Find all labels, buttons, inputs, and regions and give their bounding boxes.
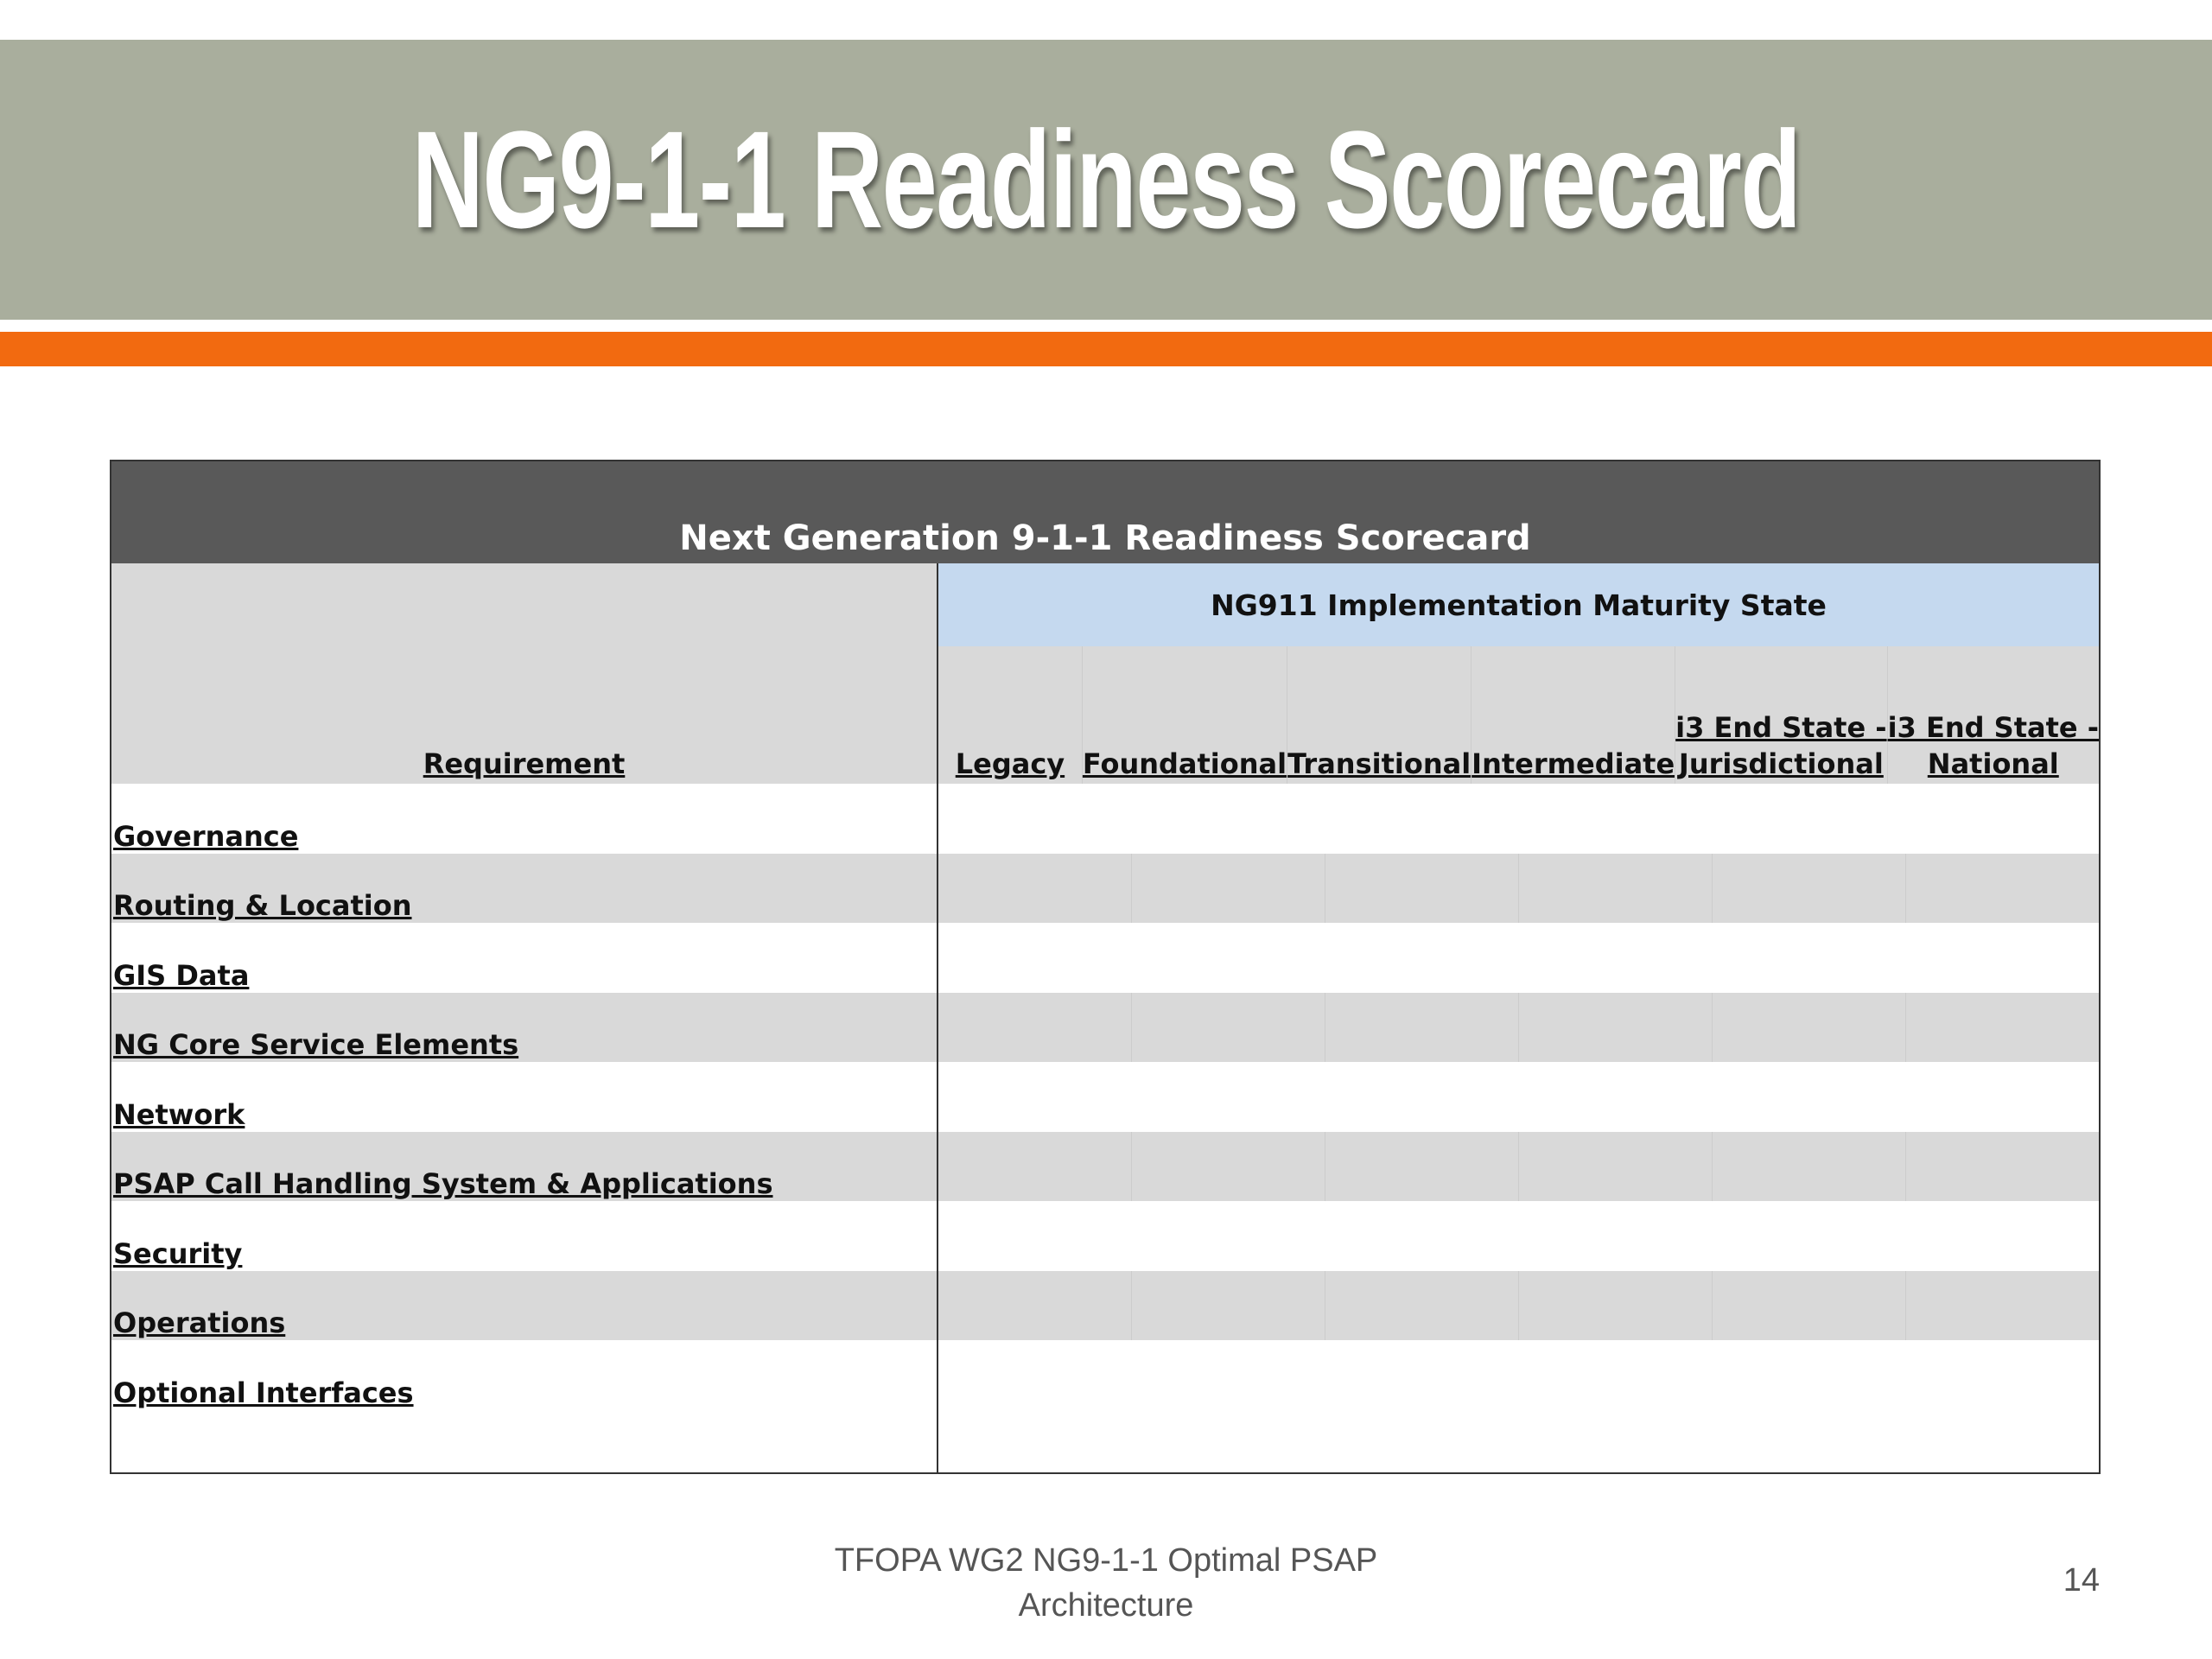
score-cell bbox=[1131, 1340, 1325, 1410]
score-cell bbox=[938, 1062, 1131, 1132]
row-label: Governance bbox=[113, 819, 299, 853]
score-cell bbox=[1712, 923, 1905, 993]
slide-number: 14 bbox=[2063, 1562, 2100, 1599]
column-header-line1: Intermediate bbox=[1471, 747, 1675, 780]
column-header bbox=[1887, 646, 2099, 784]
table-row bbox=[111, 784, 2099, 854]
score-cell bbox=[1131, 1132, 1325, 1202]
row-cells bbox=[938, 1132, 2099, 1202]
footer-text: TFOPA WG2 NG9-1-1 Optimal PSAP Architecture bbox=[834, 1542, 1378, 1624]
table-row bbox=[111, 1271, 2099, 1341]
score-cell bbox=[1131, 993, 1325, 1063]
maturity-columns bbox=[938, 646, 2099, 784]
score-cell bbox=[1905, 1271, 2099, 1341]
slide-title: NG9-1-1 Readiness Scorecard bbox=[411, 102, 1801, 257]
requirement-header-cell bbox=[111, 563, 937, 784]
score-cell bbox=[938, 923, 1131, 993]
column-header bbox=[1287, 646, 1471, 784]
score-cell bbox=[1518, 784, 1712, 854]
scorecard-table bbox=[110, 460, 2101, 1474]
column-header bbox=[938, 646, 1082, 784]
score-cell bbox=[1325, 1132, 1518, 1202]
row-cells bbox=[938, 1062, 2099, 1132]
row-label: Security bbox=[113, 1236, 243, 1270]
row-label: Optional Interfaces bbox=[113, 1376, 414, 1409]
column-header-line2: Jurisdictional bbox=[1678, 747, 1884, 780]
row-cells bbox=[938, 1201, 2099, 1271]
score-cell bbox=[1325, 1062, 1518, 1132]
table-row bbox=[111, 1062, 2099, 1132]
table-row bbox=[111, 854, 2099, 924]
score-cell bbox=[938, 784, 1131, 854]
score-cell bbox=[1518, 1340, 1712, 1410]
table-row bbox=[111, 993, 2099, 1063]
score-cell bbox=[1325, 1340, 1518, 1410]
score-cell bbox=[1325, 1271, 1518, 1341]
requirement-header: Requirement bbox=[423, 747, 626, 780]
column-divider bbox=[937, 563, 938, 1474]
column-header bbox=[1675, 646, 1886, 784]
row-label: PSAP Call Handling System & Applications bbox=[113, 1167, 773, 1200]
score-cell bbox=[1905, 784, 2099, 854]
column-header-line1: Legacy bbox=[955, 747, 1065, 780]
score-cell bbox=[1905, 1062, 2099, 1132]
accent-bar bbox=[0, 332, 2212, 366]
score-cell bbox=[938, 1271, 1131, 1341]
score-cell bbox=[1518, 1062, 1712, 1132]
score-cell bbox=[938, 854, 1131, 924]
row-label: NG Core Service Elements bbox=[113, 1028, 519, 1061]
score-cell bbox=[1518, 854, 1712, 924]
table-row bbox=[111, 1201, 2099, 1271]
column-header-line1: Transitional bbox=[1287, 747, 1471, 780]
score-cell bbox=[1518, 1132, 1712, 1202]
column-header-line2: National bbox=[1927, 747, 2059, 780]
score-cell bbox=[1905, 1201, 2099, 1271]
row-cells bbox=[938, 923, 2099, 993]
score-cell bbox=[1131, 784, 1325, 854]
score-cell bbox=[1712, 784, 1905, 854]
column-header bbox=[1082, 646, 1287, 784]
score-cell bbox=[1325, 1201, 1518, 1271]
score-cell bbox=[1325, 784, 1518, 854]
score-cell bbox=[1131, 1201, 1325, 1271]
score-cell bbox=[1131, 923, 1325, 993]
score-cell bbox=[1518, 923, 1712, 993]
score-cell bbox=[1131, 1271, 1325, 1341]
row-cells bbox=[938, 1271, 2099, 1341]
row-cells bbox=[938, 993, 2099, 1063]
scorecard-title: Next Generation 9-1-1 Readiness Scorecard bbox=[111, 461, 2099, 563]
score-cell bbox=[1712, 993, 1905, 1063]
score-cell bbox=[1712, 1271, 1905, 1341]
row-label: Network bbox=[113, 1097, 245, 1131]
score-cell bbox=[1131, 1062, 1325, 1132]
score-cell bbox=[1131, 854, 1325, 924]
score-cell bbox=[938, 1132, 1131, 1202]
score-cell bbox=[938, 1340, 1131, 1410]
score-cell bbox=[1712, 1132, 1905, 1202]
column-header-line1: i3 End State - bbox=[1887, 711, 2099, 744]
row-cells bbox=[938, 1340, 2099, 1410]
row-cells bbox=[938, 854, 2099, 924]
column-header-line1: Foundational bbox=[1082, 747, 1287, 780]
row-label: Routing & Location bbox=[113, 889, 412, 922]
score-cell bbox=[1905, 1340, 2099, 1410]
score-cell bbox=[1518, 993, 1712, 1063]
table-row bbox=[111, 923, 2099, 993]
score-cell bbox=[1325, 854, 1518, 924]
table-row bbox=[111, 1340, 2099, 1410]
score-cell bbox=[1325, 993, 1518, 1063]
score-cell bbox=[1712, 1201, 1905, 1271]
row-label: Operations bbox=[113, 1306, 286, 1339]
score-cell bbox=[1712, 1062, 1905, 1132]
column-header-line1: i3 End State - bbox=[1675, 711, 1887, 744]
score-cell bbox=[938, 1201, 1131, 1271]
row-cells bbox=[938, 784, 2099, 854]
maturity-header: NG911 Implementation Maturity State bbox=[938, 563, 2099, 646]
score-cell bbox=[1905, 854, 2099, 924]
column-header bbox=[1471, 646, 1675, 784]
score-cell bbox=[1905, 1132, 2099, 1202]
score-cell bbox=[1712, 854, 1905, 924]
score-cell bbox=[938, 993, 1131, 1063]
score-cell bbox=[1712, 1340, 1905, 1410]
score-cell bbox=[1905, 923, 2099, 993]
score-cell bbox=[1905, 993, 2099, 1063]
score-cell bbox=[1325, 923, 1518, 993]
row-label: GIS Data bbox=[113, 958, 250, 992]
score-cell bbox=[1518, 1271, 1712, 1341]
score-cell bbox=[1518, 1201, 1712, 1271]
requirement-rows bbox=[111, 784, 2099, 1410]
table-row bbox=[111, 1132, 2099, 1202]
